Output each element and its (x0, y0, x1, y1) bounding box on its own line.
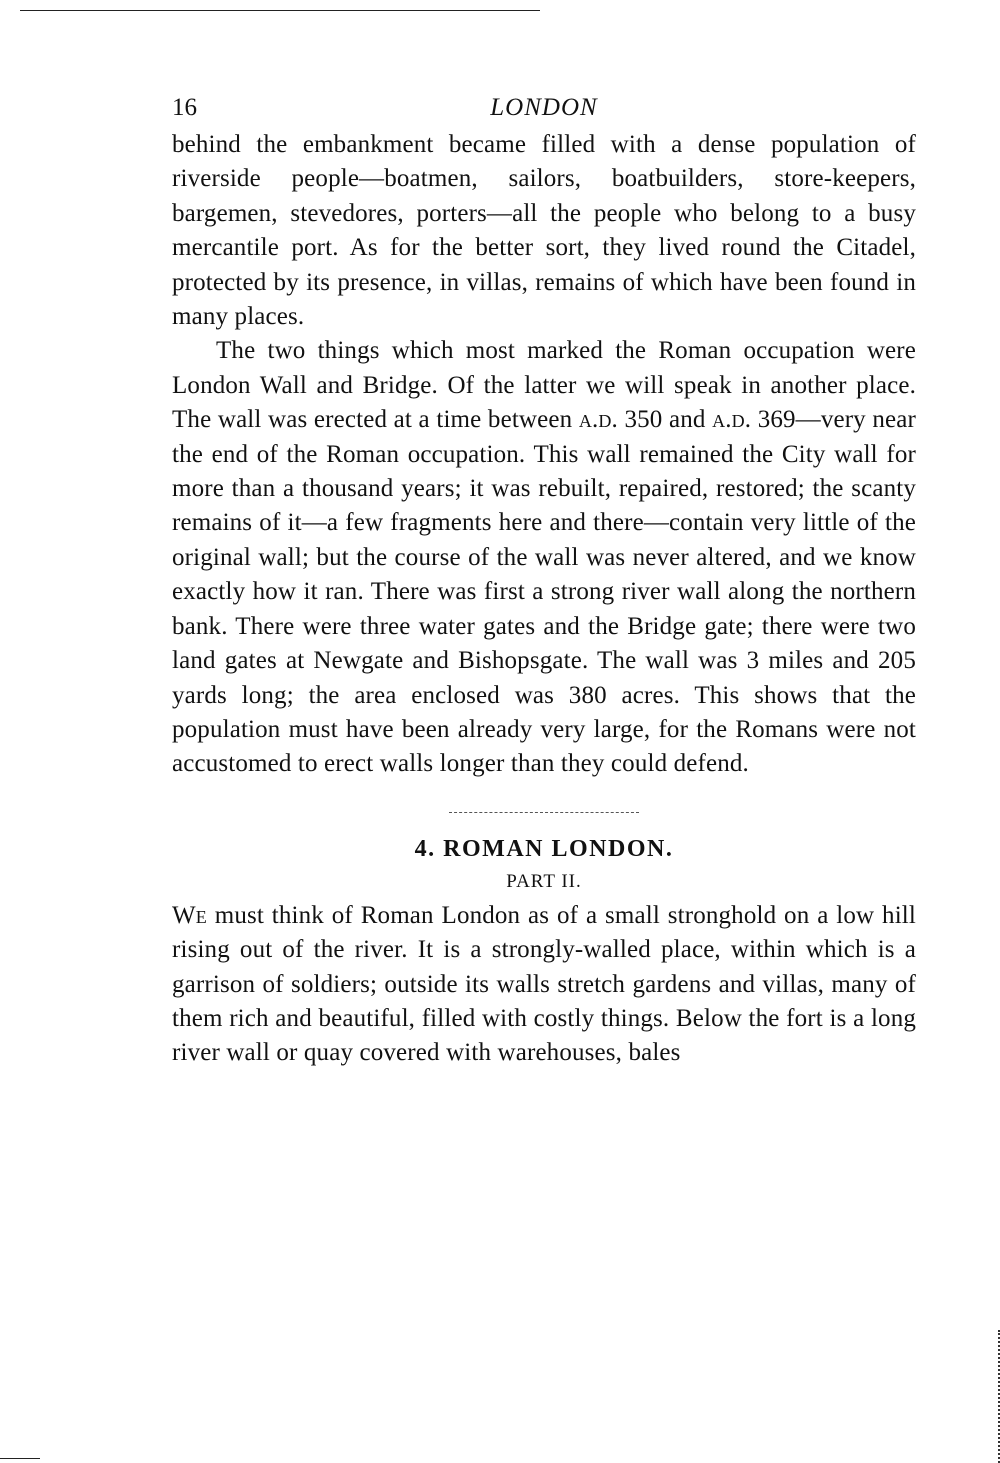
section-divider (449, 812, 639, 814)
paragraph-2-text-a: The two things which most marked the Roman occupation were London Wall and Bridge. Of the latter we will speak in another place. The wall was erected at a time between (172, 337, 916, 434)
paragraph-2 (172, 334, 916, 781)
paragraph-2-text-c: 369—very near the end of the Roman occupation. This wall remained the City wall for more than a thousand years; it was rebuilt, repaired, restored; the scanty remains of it—a few fragments here and there—contain very little of the original wall; but the course of the wall was never altered, and we know exactly how it ran. There was first a strong river wall along the northern bank. There were three water gates and the Bridge gate; there were two land gates at Newgate and Bishopsgate. The wall was 3 miles and 205 yards long; the area enclosed was 380 acres. This shows that the population must have been already very large, for the Romans were not accustomed to erect walls longer than they could defend. (172, 406, 916, 778)
section-heading: 4. ROMAN LONDON. (414, 835, 674, 862)
running-head (172, 88, 916, 128)
era-abbreviation: a.d. (578, 406, 618, 434)
scan-edge-bottom (0, 1458, 40, 1459)
running-title: LONDON (490, 94, 598, 121)
era-abbreviation: a.d. (712, 406, 752, 434)
book-page (172, 88, 916, 1071)
paragraph-2-text-b: 350 and (617, 406, 713, 434)
scan-edge-marks (992, 1330, 1000, 1463)
paragraph-3-text: must think of Roman London as of a small stronghold on a low hill rising out of the river. It is a strongly-walled place, within which is a garrison of soldiers; outside its walls stretch gardens and villas, many of them rich and beautiful, filled with costly things. Below the fort is a long river wall or quay covered with warehouses, bales (172, 901, 916, 1067)
page-number: 16 (172, 94, 197, 121)
scan-edge-top (20, 10, 540, 11)
paragraph-3 (172, 899, 916, 1071)
paragraph-3-lead: We (172, 901, 207, 929)
paragraph-1: behind the embankment became filled with a dense population of riverside people—boatmen, sailors, boatbuilders, store-keepers, bargemen, stevedores, porters—all the people who belong to a busy mercantile port. As for the better sort, they lived round the Citadel, protected by its presence, in villas, remains of which have been found in many places. (172, 131, 916, 331)
part-heading: PART II. (506, 870, 582, 892)
